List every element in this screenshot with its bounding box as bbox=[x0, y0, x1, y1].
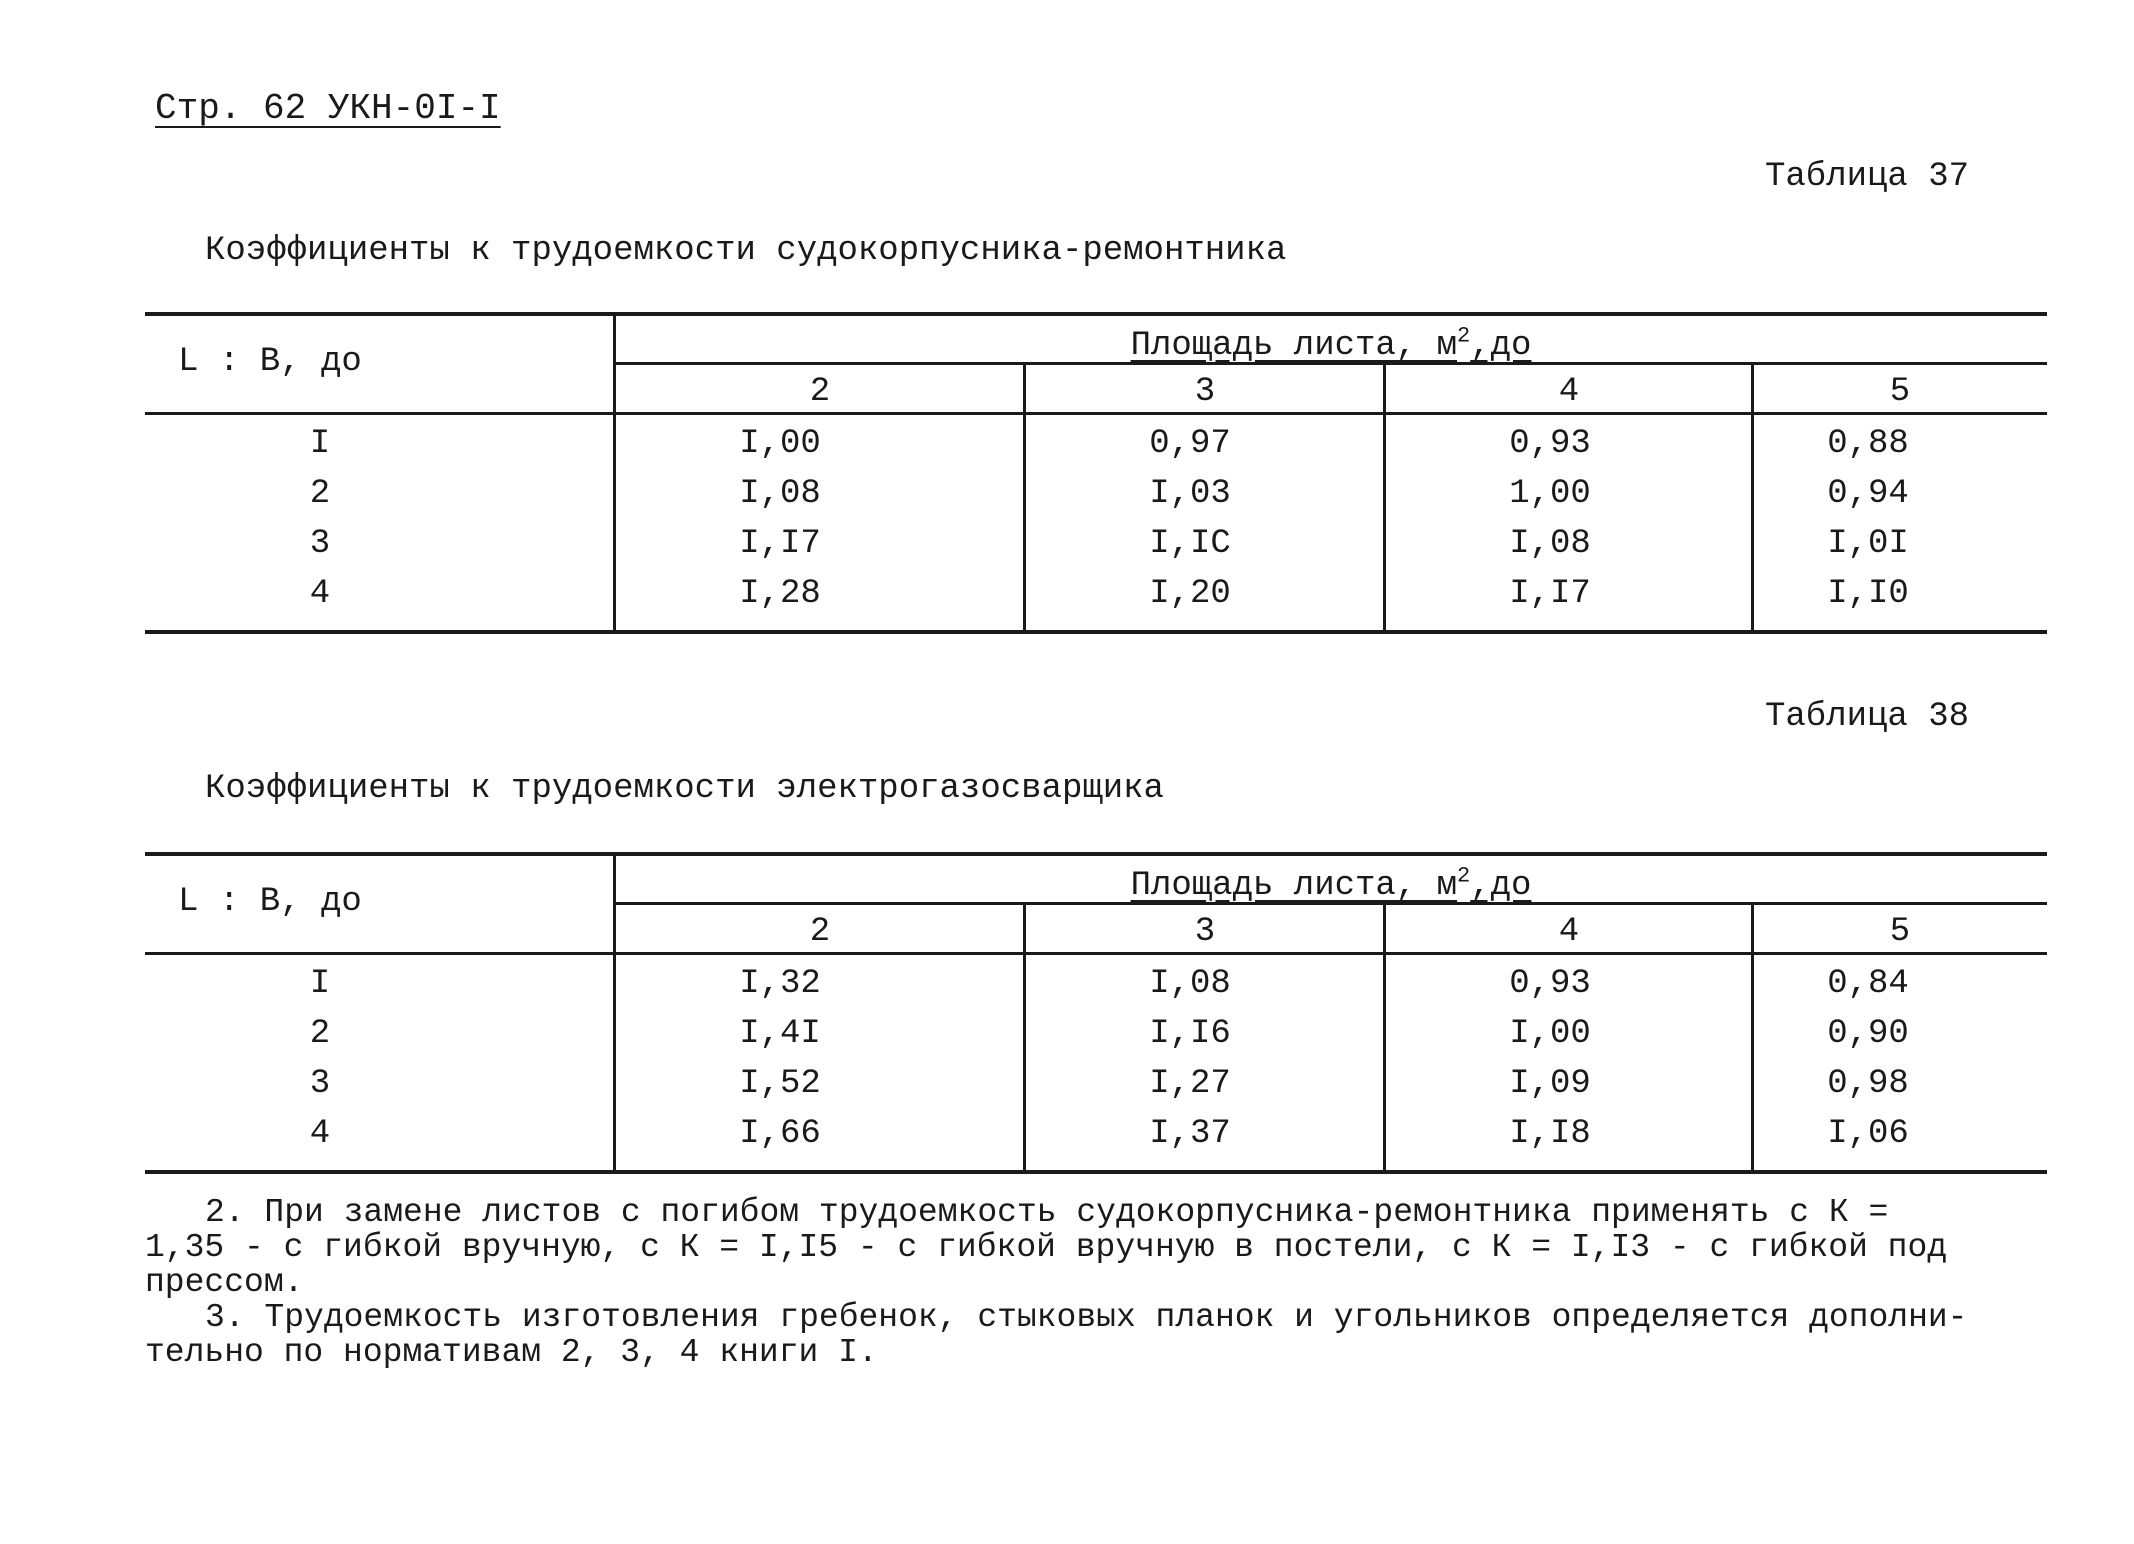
notes bbox=[145, 1195, 2050, 1370]
row-label: 4 bbox=[309, 1115, 331, 1153]
table-cell: 0,84 bbox=[1827, 965, 1909, 1003]
group-header bbox=[615, 863, 2047, 906]
column-header: 2 bbox=[809, 913, 831, 951]
table-cell: I,IC bbox=[1149, 525, 1231, 563]
table-cell: I,52 bbox=[739, 1065, 821, 1103]
group-header-text: Площадь листа, м bbox=[1130, 867, 1458, 905]
table-cell: I,08 bbox=[1149, 965, 1231, 1003]
table-cell: 0,88 bbox=[1827, 425, 1909, 463]
table-cell: I,66 bbox=[739, 1115, 821, 1153]
column-header: 4 bbox=[1558, 913, 1580, 951]
table-cell: I,03 bbox=[1149, 475, 1231, 513]
column-header: 3 bbox=[1194, 373, 1216, 411]
note-2-line-1: 2. При замене листов с погибом трудоемкость судокорпусника-ремонтника применять с К = bbox=[205, 1194, 1889, 1231]
column-header: 5 bbox=[1889, 913, 1911, 951]
column-header: 5 bbox=[1889, 373, 1911, 411]
table-cell: I,I6 bbox=[1149, 1015, 1231, 1053]
note-2-line-2: 1,35 - с гибкой вручную, с К = I,I5 - с гибкой вручную в постели, с К = I,I3 - с гибкой под bbox=[145, 1229, 1948, 1266]
note-3-line-2: тельно по нормативам 2, 3, 4 книги I. bbox=[145, 1334, 878, 1371]
table-cell: I,I7 bbox=[1509, 575, 1591, 613]
group-header-sup: 2 bbox=[1457, 323, 1471, 349]
table-cell: I,I8 bbox=[1509, 1115, 1591, 1153]
table-cell: I,06 bbox=[1827, 1115, 1909, 1153]
table-cell: I,32 bbox=[739, 965, 821, 1003]
table-37-number: Таблица 37 bbox=[1765, 158, 1970, 196]
table-cell: 0,94 bbox=[1827, 475, 1909, 513]
table-38-caption: Коэффициенты к трудоемкости электрогазосварщика bbox=[205, 770, 1164, 808]
table-cell: I,00 bbox=[739, 425, 821, 463]
table-cell: 0,93 bbox=[1509, 425, 1591, 463]
table-cell: 0,90 bbox=[1827, 1015, 1909, 1053]
note-3-line-1: 3. Трудоемкость изготовления гребенок, стыковых планок и угольников определяется дополни- bbox=[205, 1299, 1968, 1336]
table-cell: I,08 bbox=[1509, 525, 1591, 563]
group-header-text: Площадь листа, м bbox=[1130, 327, 1458, 365]
table-cell: I,09 bbox=[1509, 1065, 1591, 1103]
table-cell: I,0I bbox=[1827, 525, 1909, 563]
group-header-tail: ,до bbox=[1470, 867, 1532, 905]
column-header: 4 bbox=[1558, 373, 1580, 411]
table-cell: I,28 bbox=[739, 575, 821, 613]
group-header-sup: 2 bbox=[1457, 863, 1471, 889]
column-header: 3 bbox=[1194, 913, 1216, 951]
note-2-line-3: прессом. bbox=[145, 1264, 304, 1301]
group-header-tail: ,до bbox=[1470, 327, 1532, 365]
table-cell: 1,00 bbox=[1509, 475, 1591, 513]
table-cell: 0,93 bbox=[1509, 965, 1591, 1003]
row-label: 2 bbox=[309, 1015, 331, 1053]
table-37 bbox=[145, 312, 2047, 642]
row-label: 4 bbox=[309, 575, 331, 613]
table-cell: 0,98 bbox=[1827, 1065, 1909, 1103]
table-cell: I,37 bbox=[1149, 1115, 1231, 1153]
table-cell: I,I7 bbox=[739, 525, 821, 563]
row-label: 3 bbox=[309, 525, 331, 563]
column-header: 2 bbox=[809, 373, 831, 411]
page-header: Стр. 62 УКН-0I-I bbox=[155, 88, 501, 129]
table-38 bbox=[145, 852, 2047, 1182]
row-header: L : В, до bbox=[178, 343, 362, 381]
table-cell: 0,97 bbox=[1149, 425, 1231, 463]
table-cell: I,27 bbox=[1149, 1065, 1231, 1103]
table-cell: I,I0 bbox=[1827, 575, 1909, 613]
table-cell: I,4I bbox=[739, 1015, 821, 1053]
group-header bbox=[615, 323, 2047, 366]
table-cell: I,00 bbox=[1509, 1015, 1591, 1053]
row-label: I bbox=[309, 425, 331, 463]
table-cell: I,20 bbox=[1149, 575, 1231, 613]
table-38-number: Таблица 38 bbox=[1765, 698, 1970, 736]
table-37-caption: Коэффициенты к трудоемкости судокорпусника-ремонтника bbox=[205, 232, 1287, 270]
table-cell: I,08 bbox=[739, 475, 821, 513]
row-label: 2 bbox=[309, 475, 331, 513]
row-label: I bbox=[309, 965, 331, 1003]
row-label: 3 bbox=[309, 1065, 331, 1103]
row-header: L : В, до bbox=[178, 883, 362, 921]
